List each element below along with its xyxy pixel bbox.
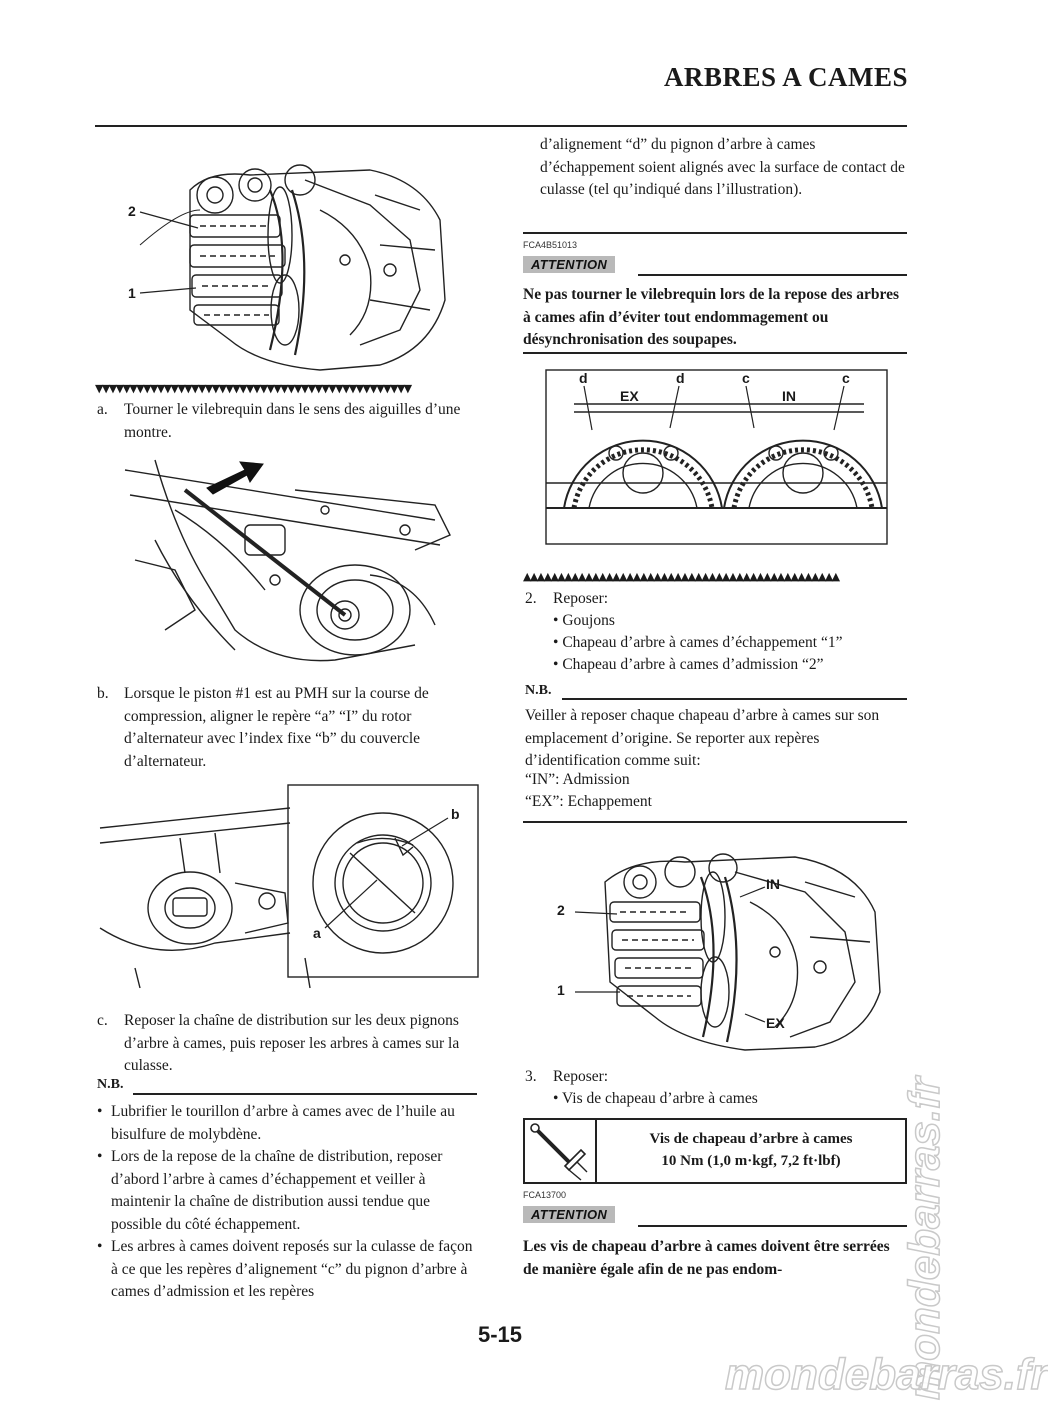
callout-b: b: [451, 806, 460, 822]
step-2-item-text: Chapeau d’arbre à cames d’échappement “1”: [562, 634, 843, 651]
attention-end-rule: [523, 352, 907, 354]
watermark-horizontal: mondebarras.fr: [725, 1350, 1048, 1399]
step-2-item: • Chapeau d’arbre à cames d’échappement “1”: [553, 634, 843, 651]
attention-code: FCA4B51013: [523, 240, 578, 250]
attention-rule: [638, 274, 907, 276]
step-a-marker: a.: [97, 401, 108, 418]
note-label: N.B.: [525, 683, 552, 698]
torque-title: Vis de chapeau d’arbre à cames: [649, 1131, 853, 1147]
callout-2: 2: [128, 203, 136, 219]
step-2-item-text: Chapeau d’arbre à cames d’admission “2”: [562, 656, 824, 673]
note-rule: [562, 698, 907, 700]
figure-camshaft-caps: [575, 842, 885, 1052]
figure-engine-cam-chain: [120, 150, 450, 375]
step-3-item-text: Vis de chapeau d’arbre à cames: [562, 1090, 758, 1107]
attention-badge: ATTENTION: [523, 1206, 615, 1223]
note-label: N.B.: [97, 1077, 124, 1092]
label-c: c: [842, 370, 850, 386]
step-3-marker: 3.: [525, 1068, 537, 1085]
separator-down-triangles: ▼▼▼▼▼▼▼▼▼▼▼▼▼▼▼▼▼▼▼▼▼▼▼▼▼▼▼▼▼▼▼▼▼▼▼▼▼▼▼▼▼▼▼▼▼▼: [95, 382, 411, 395]
label-c: c: [742, 370, 750, 386]
label-d: d: [676, 370, 685, 386]
callout-1: 1: [128, 285, 136, 301]
note-line-in: “IN”: Admission: [525, 771, 630, 788]
callout-2: 2: [557, 902, 565, 918]
torque-spec-box: [523, 1118, 907, 1184]
figure-alternator-timing-mark: [95, 783, 480, 988]
step-2-marker: 2.: [525, 590, 537, 607]
note-text: Veiller à reposer chaque chapeau d’arbre à cames sur son emplacement d’origine. Se reporter aux repères d’identification comme suit:: [525, 707, 880, 769]
callout-ex: EX: [766, 1015, 785, 1031]
separator-up-triangles: ▲▲▲▲▲▲▲▲▲▲▲▲▲▲▲▲▲▲▲▲▲▲▲▲▲▲▲▲▲▲▲▲▲▲▲▲▲▲▲▲▲▲▲▲▲▲: [523, 570, 839, 583]
attention-text: Les vis de chapeau d’arbre à cames doivent être serrées de manière égale afin de ne pas endom-: [523, 1238, 890, 1278]
label-ex: EX: [620, 388, 639, 404]
header-rule: [95, 125, 907, 127]
attention-text: Ne pas tourner le vilebrequin lors de la repose des arbres à cames afin d’éviter tout endommagement ou désynchronisation des soupapes.: [523, 286, 900, 348]
page-number: 5-15: [478, 1322, 523, 1347]
step-b-text: Lorsque le piston #1 est au PMH sur la course de compression, aligner le repère “a” “I” du rotor d’alternateur avec l’index fixe “b” du couvercle d’alternateur.: [124, 685, 429, 770]
figure-sprocket-alignment: [544, 368, 889, 546]
callout-a: a: [313, 925, 321, 941]
torque-value: 10 Nm (1,0 m·kgf, 7,2 ft·lbf): [661, 1153, 841, 1169]
step-a-text: Tourner le vilebrequin dans le sens des aiguilles d’une montre.: [124, 401, 461, 441]
step-2-item-text: Goujons: [562, 612, 615, 629]
attention-code: FCA13700: [523, 1190, 567, 1200]
continued-text: d’alignement “d” du pignon d’arbre à cames d’échappement soient alignés avec la surface de contact de culasse (tel qu’indiqué dans l’illustration).: [540, 136, 905, 198]
note-rule: [133, 1093, 477, 1095]
step-2-item: • Chapeau d’arbre à cames d’admission “2”: [553, 656, 824, 673]
note-item-text: Les arbres à cames doivent reposés sur la culasse de façon à ce que les repères d’alignement “c” du pignon d’arbre à cames d’admission et les repères: [111, 1238, 473, 1300]
note-item: • Les arbres à cames doivent reposés sur la culasse de façon à ce que les repères d’alignement “c” du pignon d’arbre à cames d’admission et les repères: [97, 1238, 473, 1300]
label-in: IN: [782, 388, 796, 404]
step-2-item: • Goujons: [553, 612, 615, 629]
step-c-marker: c.: [97, 1012, 108, 1029]
step-3-item: • Vis de chapeau d’arbre à cames: [553, 1090, 758, 1107]
page-title: ARBRES A CAMES: [663, 62, 908, 92]
note-end-rule: [523, 821, 907, 823]
step-3-title: Reposer:: [553, 1068, 609, 1085]
label-d: d: [579, 370, 588, 386]
note-item: • Lors de la repose de la chaîne de distribution, reposer d’abord l’arbre à cames d’échappement et veiller à maintenir la chaîne de distribution aussi tendue que possible du côté échappement.: [97, 1148, 443, 1233]
note-item-text: Lors de la repose de la chaîne de distribution, reposer d’abord l’arbre à cames d’échappement et veiller à maintenir la chaîne de distribution aussi tendue que possible du côté échappement.: [111, 1148, 443, 1233]
step-2-title: Reposer:: [553, 590, 609, 607]
section-rule: [523, 232, 907, 234]
attention-badge: ATTENTION: [523, 256, 615, 273]
attention-rule: [638, 1225, 907, 1227]
step-b-marker: b.: [97, 685, 109, 702]
callout-in: IN: [766, 876, 780, 892]
callout-1: 1: [557, 982, 565, 998]
watermark-vertical: mondebarras.fr: [900, 1077, 949, 1400]
note-item: • Lubrifier le tourillon d’arbre à cames avec de l’huile au bisulfure de molybdène.: [97, 1103, 455, 1143]
torque-wrench-icon: [525, 1120, 597, 1182]
step-c-text: Reposer la chaîne de distribution sur les deux pignons d’arbre à cames, puis reposer les arbres à cames sur la culasse.: [124, 1012, 460, 1074]
note-item-text: Lubrifier le tourillon d’arbre à cames avec de l’huile au bisulfure de molybdène.: [111, 1103, 455, 1143]
note-line-ex: “EX”: Echappement: [525, 793, 652, 810]
figure-crankshaft-rotation: [115, 450, 455, 670]
